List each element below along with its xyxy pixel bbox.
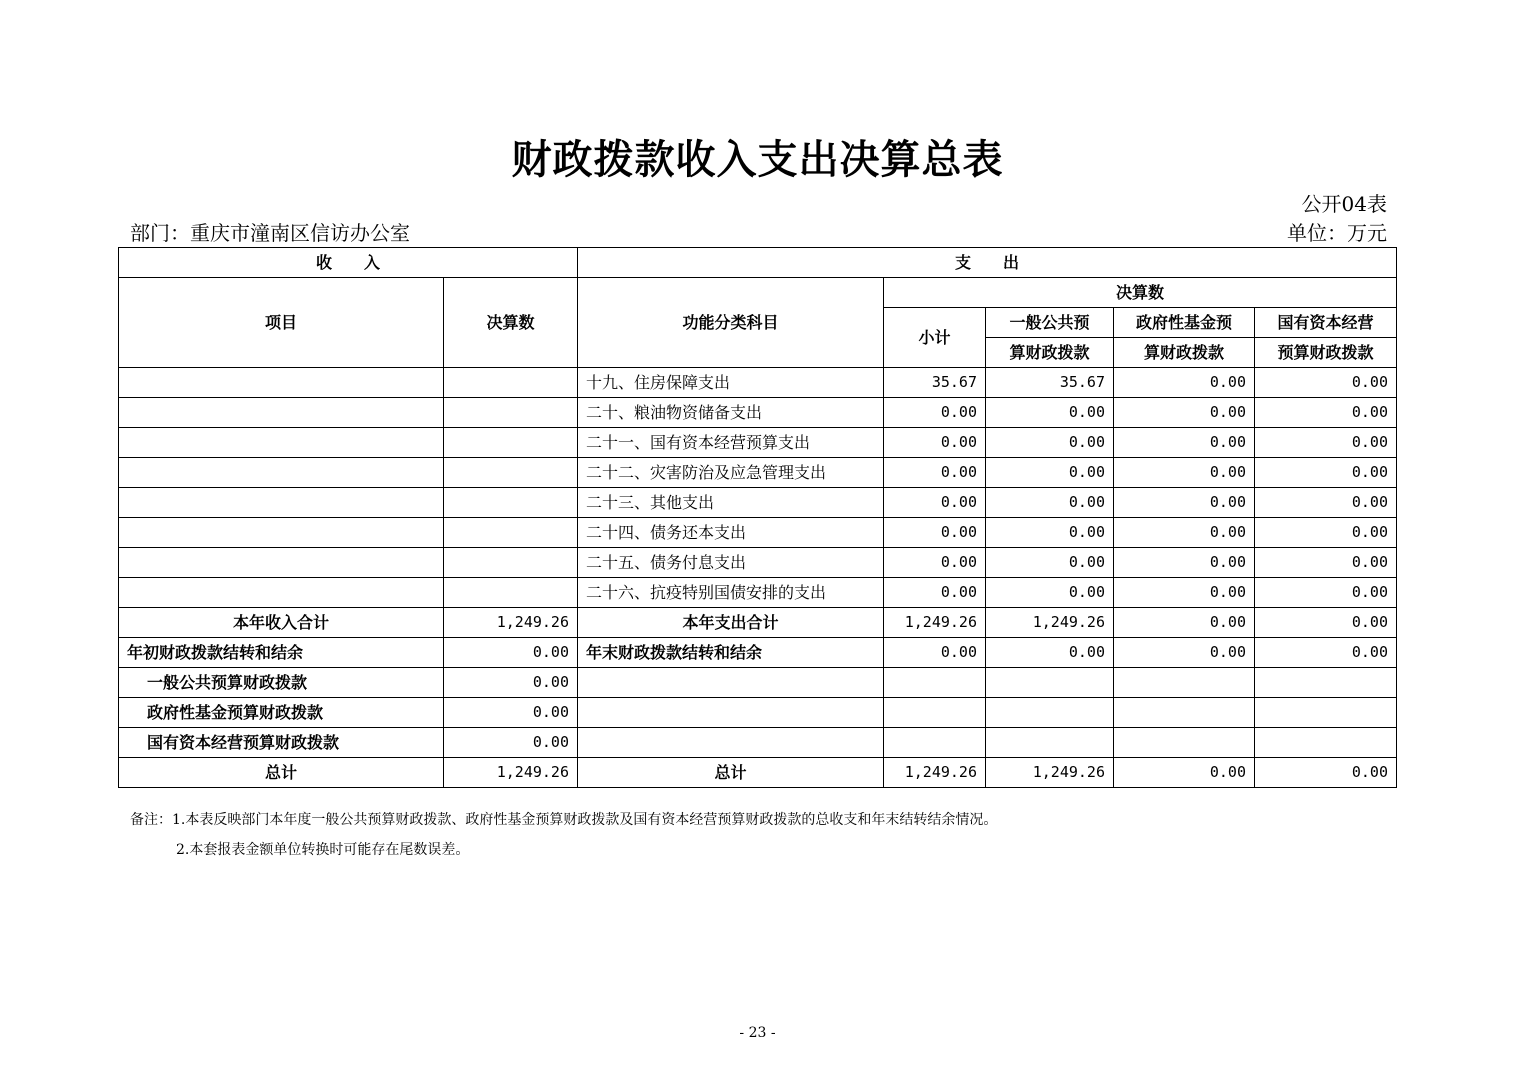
general-value: 1,249.26	[986, 758, 1114, 788]
table-row	[119, 488, 1397, 518]
general-value: 0.00	[986, 548, 1114, 578]
general-value: 0.00	[986, 638, 1114, 668]
carryover-item-row	[119, 728, 1397, 758]
empty-cell	[578, 728, 884, 758]
empty-cell	[1255, 698, 1397, 728]
carryover-item-amount: 0.00	[444, 728, 578, 758]
empty-cell	[884, 728, 986, 758]
income-item-cell	[119, 458, 444, 488]
fund-value: 0.00	[1114, 548, 1255, 578]
state-value: 0.00	[1255, 608, 1397, 638]
income-item-cell	[119, 488, 444, 518]
expense-item-name: 二十六、抗疫特别国债安排的支出	[578, 578, 884, 608]
carryover-item-label: 国有资本经营预算财政拨款	[119, 728, 444, 758]
expense-item-name: 二十五、债务付息支出	[578, 548, 884, 578]
item-header: 项目	[119, 278, 444, 368]
fund-header-1: 政府性基金预	[1114, 308, 1255, 338]
fund-value: 0.00	[1114, 398, 1255, 428]
fund-value: 0.00	[1114, 518, 1255, 548]
subtotal-value: 1,249.26	[884, 608, 986, 638]
empty-cell	[986, 698, 1114, 728]
carryover-item-label: 政府性基金预算财政拨款	[119, 698, 444, 728]
table-row	[119, 428, 1397, 458]
income-item-cell	[119, 578, 444, 608]
table-row	[119, 578, 1397, 608]
state-value: 0.00	[1255, 518, 1397, 548]
expense-item-name: 二十、粮油物资储备支出	[578, 398, 884, 428]
carryover-row	[119, 638, 1397, 668]
income-item-cell	[119, 548, 444, 578]
subtotal-value: 35.67	[884, 368, 986, 398]
expense-item-name: 二十一、国有资本经营预算支出	[578, 428, 884, 458]
subtotal-value: 1,249.26	[884, 758, 986, 788]
income-header: 收 入	[119, 248, 578, 278]
subtotal-value: 0.00	[884, 398, 986, 428]
state-value: 0.00	[1255, 758, 1397, 788]
fund-value: 0.00	[1114, 458, 1255, 488]
subtotal-value: 0.00	[884, 548, 986, 578]
subtotal-value: 0.00	[884, 518, 986, 548]
income-amount-cell	[444, 488, 578, 518]
income-label: 年初财政拨款结转和结余	[119, 638, 444, 668]
table-row	[119, 548, 1397, 578]
general-value: 0.00	[986, 398, 1114, 428]
fund-value: 0.00	[1114, 758, 1255, 788]
expense-label: 年末财政拨款结转和结余	[578, 638, 884, 668]
fund-value: 0.00	[1114, 488, 1255, 518]
finance-table	[118, 247, 1397, 788]
state-value: 0.00	[1255, 398, 1397, 428]
general-value: 1,249.26	[986, 608, 1114, 638]
income-amount-cell	[444, 548, 578, 578]
state-value: 0.00	[1255, 428, 1397, 458]
income-item-cell	[119, 368, 444, 398]
fund-header-2: 算财政拨款	[1114, 338, 1255, 368]
carryover-item-row	[119, 668, 1397, 698]
amount-header: 决算数	[444, 278, 578, 368]
state-value: 0.00	[1255, 548, 1397, 578]
income-item-cell	[119, 518, 444, 548]
income-amount-cell	[444, 398, 578, 428]
empty-cell	[986, 668, 1114, 698]
empty-cell	[986, 728, 1114, 758]
general-value: 0.00	[986, 518, 1114, 548]
subtotal-value: 0.00	[884, 458, 986, 488]
general-header-2: 算财政拨款	[986, 338, 1114, 368]
income-amount-cell	[444, 458, 578, 488]
department-label: 部门：重庆市潼南区信访办公室	[130, 221, 410, 245]
income-item-cell	[119, 398, 444, 428]
empty-cell	[578, 668, 884, 698]
carryover-item-row	[119, 698, 1397, 728]
income-amount: 1,249.26	[444, 758, 578, 788]
empty-cell	[884, 668, 986, 698]
empty-cell	[578, 698, 884, 728]
income-amount: 0.00	[444, 638, 578, 668]
notes	[130, 805, 997, 865]
expense-item-name: 十九、住房保障支出	[578, 368, 884, 398]
fund-value: 0.00	[1114, 368, 1255, 398]
function-header: 功能分类科目	[578, 278, 884, 368]
income-amount: 1,249.26	[444, 608, 578, 638]
fund-value: 0.00	[1114, 428, 1255, 458]
note-line-1: 备注：1.本表反映部门本年度一般公共预算财政拨款、政府性基金预算财政拨款及国有资本经营预算财政拨款的总收支和年末结转结余情况。	[130, 812, 998, 828]
state-value: 0.00	[1255, 638, 1397, 668]
page-number: - 23 -	[739, 1025, 776, 1041]
expense-item-name: 二十二、灾害防治及应急管理支出	[578, 458, 884, 488]
table-row	[119, 368, 1397, 398]
expense-item-name: 二十三、其他支出	[578, 488, 884, 518]
income-item-cell	[119, 428, 444, 458]
empty-cell	[1255, 728, 1397, 758]
carryover-item-label: 一般公共预算财政拨款	[119, 668, 444, 698]
general-value: 0.00	[986, 488, 1114, 518]
empty-cell	[1114, 728, 1255, 758]
income-label: 本年收入合计	[119, 608, 444, 638]
subtotal-value: 0.00	[884, 488, 986, 518]
empty-cell	[1114, 698, 1255, 728]
empty-cell	[1114, 668, 1255, 698]
subtotal-value: 0.00	[884, 428, 986, 458]
income-label: 总计	[119, 758, 444, 788]
general-value: 35.67	[986, 368, 1114, 398]
subtotal-value: 0.00	[884, 638, 986, 668]
income-amount-cell	[444, 368, 578, 398]
fund-value: 0.00	[1114, 638, 1255, 668]
page-title: 财政拨款收入支出决算总表	[511, 136, 1004, 183]
grand-total-row	[119, 758, 1397, 788]
subtotal-header: 小计	[884, 308, 986, 368]
carryover-item-amount: 0.00	[444, 668, 578, 698]
income-amount-cell	[444, 428, 578, 458]
income-amount-cell	[444, 578, 578, 608]
form-number: 公开04表	[1301, 192, 1387, 216]
subtotal-value: 0.00	[884, 578, 986, 608]
general-header-1: 一般公共预	[986, 308, 1114, 338]
expense-label: 总计	[578, 758, 884, 788]
general-value: 0.00	[986, 458, 1114, 488]
empty-cell	[884, 698, 986, 728]
fund-value: 0.00	[1114, 608, 1255, 638]
empty-cell	[1255, 668, 1397, 698]
table-row	[119, 458, 1397, 488]
note-line-2: 2.本套报表金额单位转换时可能存在尾数误差。	[176, 842, 470, 858]
carryover-item-amount: 0.00	[444, 698, 578, 728]
state-value: 0.00	[1255, 368, 1397, 398]
general-value: 0.00	[986, 578, 1114, 608]
expense-item-name: 二十四、债务还本支出	[578, 518, 884, 548]
annual-total-row	[119, 608, 1397, 638]
general-value: 0.00	[986, 428, 1114, 458]
state-header-2: 预算财政拨款	[1255, 338, 1397, 368]
expense-header: 支 出	[578, 248, 1397, 278]
table-row	[119, 398, 1397, 428]
final-header: 决算数	[884, 278, 1397, 308]
state-value: 0.00	[1255, 578, 1397, 608]
state-value: 0.00	[1255, 488, 1397, 518]
table-row	[119, 518, 1397, 548]
state-header-1: 国有资本经营	[1255, 308, 1397, 338]
unit-label: 单位：万元	[1287, 221, 1387, 245]
state-value: 0.00	[1255, 458, 1397, 488]
income-amount-cell	[444, 518, 578, 548]
expense-label: 本年支出合计	[578, 608, 884, 638]
fund-value: 0.00	[1114, 578, 1255, 608]
